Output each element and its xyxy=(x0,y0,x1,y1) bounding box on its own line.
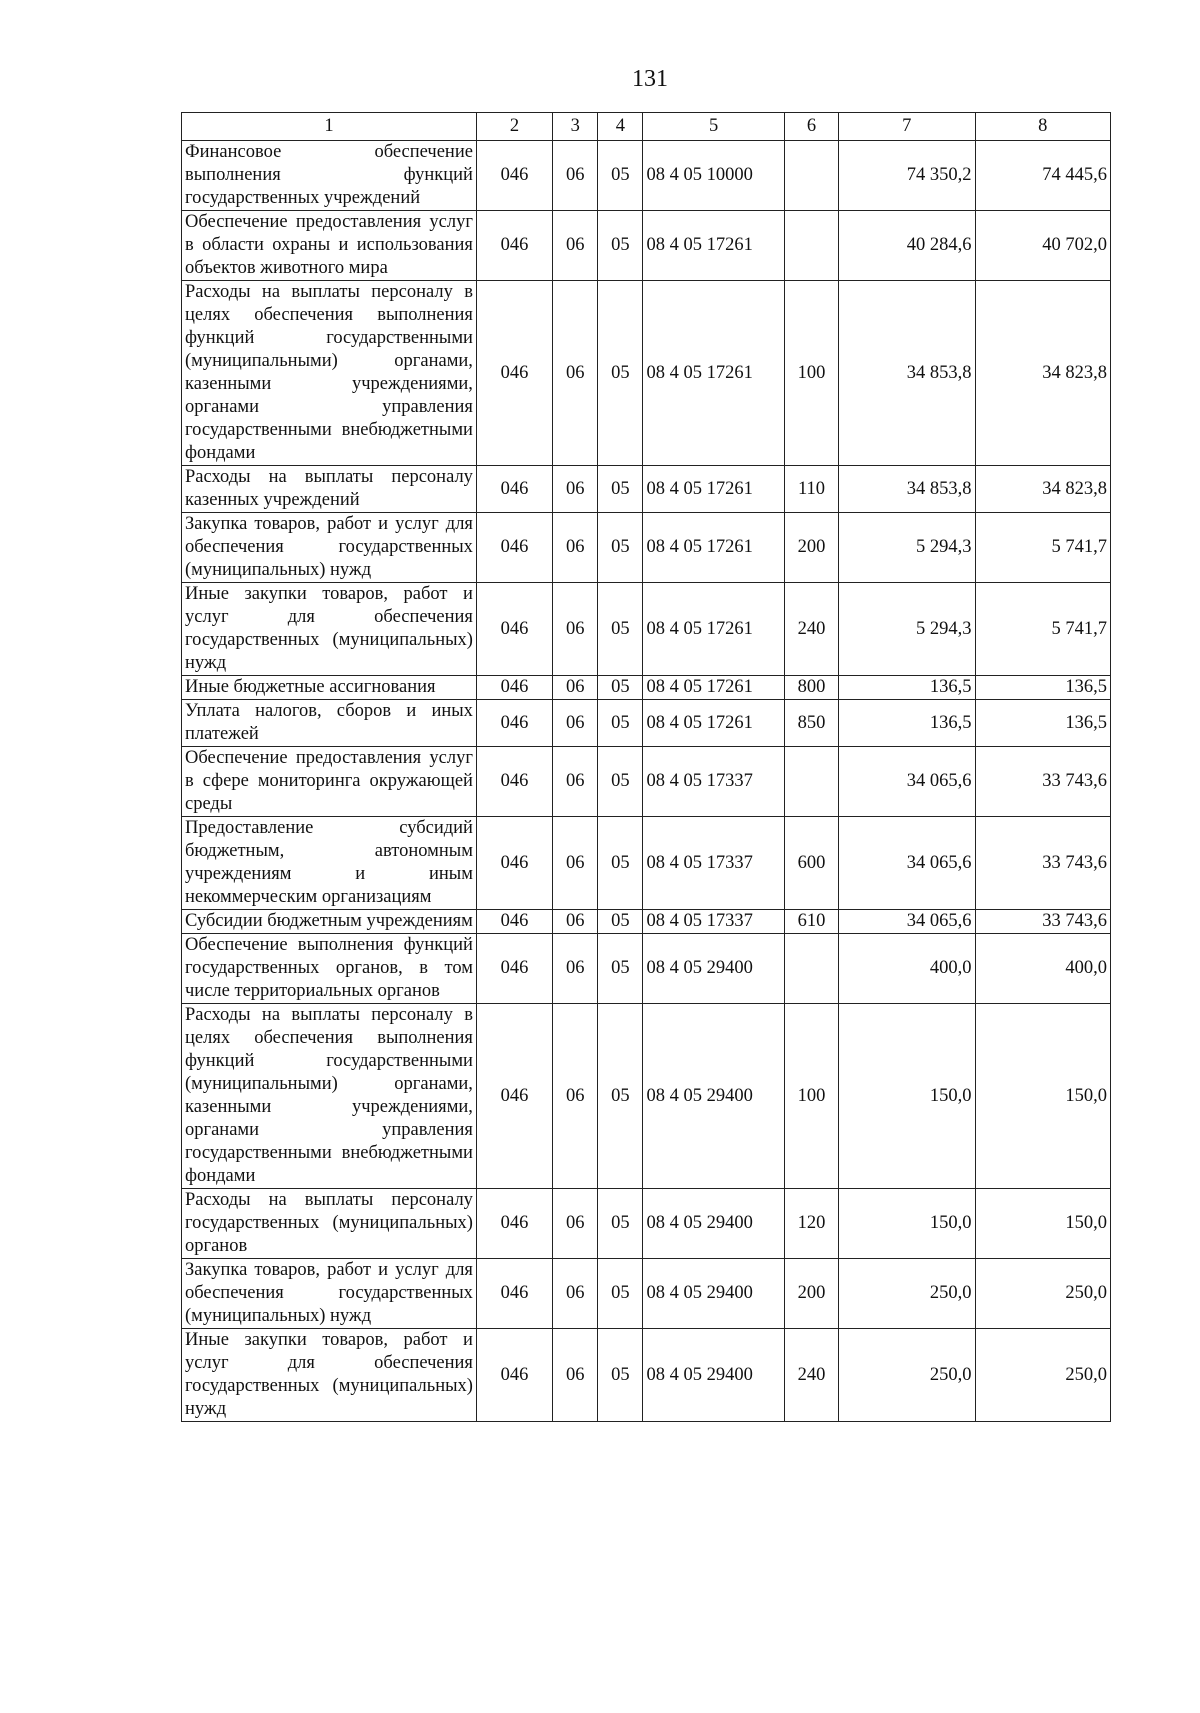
column-header-7: 7 xyxy=(839,113,975,141)
amount-col-8: 150,0 xyxy=(975,1004,1110,1189)
section-code: 06 xyxy=(553,211,598,281)
amount-col-7: 5 294,3 xyxy=(839,513,975,583)
amount-col-8: 74 445,6 xyxy=(975,141,1110,211)
table-row xyxy=(182,700,1111,747)
subsection-code: 05 xyxy=(598,513,643,583)
target-article-code: 08 4 05 29400 xyxy=(643,934,784,1004)
expense-type-code: 800 xyxy=(784,676,838,700)
section-code: 06 xyxy=(553,513,598,583)
table-row xyxy=(182,281,1111,466)
ministry-code: 046 xyxy=(476,910,552,934)
ministry-code: 046 xyxy=(476,676,552,700)
ministry-code: 046 xyxy=(476,1004,552,1189)
expense-type-code: 240 xyxy=(784,583,838,676)
expense-type-code: 200 xyxy=(784,1259,838,1329)
amount-col-7: 34 853,8 xyxy=(839,281,975,466)
target-article-code: 08 4 05 29400 xyxy=(643,1004,784,1189)
subsection-code: 05 xyxy=(598,1004,643,1189)
target-article-code: 08 4 05 17337 xyxy=(643,910,784,934)
table-row xyxy=(182,1329,1111,1422)
section-code: 06 xyxy=(553,466,598,513)
subsection-code: 05 xyxy=(598,583,643,676)
subsection-code: 05 xyxy=(598,141,643,211)
column-header-5: 5 xyxy=(643,113,784,141)
subsection-code: 05 xyxy=(598,1329,643,1422)
ministry-code: 046 xyxy=(476,583,552,676)
expense-type-code xyxy=(784,211,838,281)
amount-col-7: 400,0 xyxy=(839,934,975,1004)
table-row xyxy=(182,676,1111,700)
target-article-code: 08 4 05 17261 xyxy=(643,211,784,281)
section-code: 06 xyxy=(553,934,598,1004)
section-code: 06 xyxy=(553,141,598,211)
table-row xyxy=(182,817,1111,910)
amount-col-8: 34 823,8 xyxy=(975,281,1110,466)
table-row xyxy=(182,1004,1111,1189)
amount-col-8: 250,0 xyxy=(975,1329,1110,1422)
section-code: 06 xyxy=(553,817,598,910)
row-description: Закупка товаров, работ и услуг для обеспечения государственных (муниципальных) нужд xyxy=(182,1259,477,1329)
amount-col-8: 136,5 xyxy=(975,676,1110,700)
row-description: Предоставление субсидий бюджетным, автономным учреждениям и иным некоммерческим организациям xyxy=(182,817,477,910)
expense-type-code xyxy=(784,934,838,1004)
expense-type-code: 610 xyxy=(784,910,838,934)
row-description: Обеспечение предоставления услуг в области охраны и использования объектов животного мира xyxy=(182,211,477,281)
budget-table xyxy=(181,112,1111,1422)
ministry-code: 046 xyxy=(476,513,552,583)
table-row xyxy=(182,1189,1111,1259)
table-row xyxy=(182,513,1111,583)
ministry-code: 046 xyxy=(476,466,552,513)
subsection-code: 05 xyxy=(598,747,643,817)
target-article-code: 08 4 05 17261 xyxy=(643,513,784,583)
amount-col-7: 34 065,6 xyxy=(839,747,975,817)
section-code: 06 xyxy=(553,676,598,700)
amount-col-7: 136,5 xyxy=(839,676,975,700)
section-code: 06 xyxy=(553,281,598,466)
subsection-code: 05 xyxy=(598,466,643,513)
subsection-code: 05 xyxy=(598,910,643,934)
row-description: Расходы на выплаты персоналу в целях обеспечения выполнения функций государственными (муниципальными) органами, казенными учреждениями, органами управления государственными внебюджетными фондами xyxy=(182,281,477,466)
table-row xyxy=(182,910,1111,934)
subsection-code: 05 xyxy=(598,676,643,700)
expense-type-code: 600 xyxy=(784,817,838,910)
expense-type-code xyxy=(784,141,838,211)
subsection-code: 05 xyxy=(598,700,643,747)
table-row xyxy=(182,1259,1111,1329)
row-description: Субсидии бюджетным учреждениям xyxy=(182,910,477,934)
amount-col-8: 136,5 xyxy=(975,700,1110,747)
amount-col-7: 150,0 xyxy=(839,1004,975,1189)
subsection-code: 05 xyxy=(598,1259,643,1329)
ministry-code: 046 xyxy=(476,934,552,1004)
amount-col-8: 250,0 xyxy=(975,1259,1110,1329)
target-article-code: 08 4 05 17337 xyxy=(643,747,784,817)
column-header-6: 6 xyxy=(784,113,838,141)
ministry-code: 046 xyxy=(476,1329,552,1422)
subsection-code: 05 xyxy=(598,934,643,1004)
target-article-code: 08 4 05 17261 xyxy=(643,466,784,513)
amount-col-8: 150,0 xyxy=(975,1189,1110,1259)
ministry-code: 046 xyxy=(476,700,552,747)
column-header-1: 1 xyxy=(182,113,477,141)
row-description: Финансовое обеспечение выполнения функций государственных учреждений xyxy=(182,141,477,211)
section-code: 06 xyxy=(553,1189,598,1259)
table-row xyxy=(182,211,1111,281)
row-description: Расходы на выплаты персоналу казенных учреждений xyxy=(182,466,477,513)
expense-type-code: 200 xyxy=(784,513,838,583)
expense-type-code: 850 xyxy=(784,700,838,747)
expense-type-code: 100 xyxy=(784,281,838,466)
section-code: 06 xyxy=(553,1004,598,1189)
amount-col-7: 250,0 xyxy=(839,1259,975,1329)
amount-col-8: 34 823,8 xyxy=(975,466,1110,513)
row-description: Иные закупки товаров, работ и услуг для обеспечения государственных (муниципальных) нужд xyxy=(182,1329,477,1422)
amount-col-8: 5 741,7 xyxy=(975,583,1110,676)
target-article-code: 08 4 05 10000 xyxy=(643,141,784,211)
table-row xyxy=(182,747,1111,817)
subsection-code: 05 xyxy=(598,817,643,910)
column-header-2: 2 xyxy=(476,113,552,141)
ministry-code: 046 xyxy=(476,817,552,910)
header-row xyxy=(182,113,1111,141)
expense-type-code xyxy=(784,747,838,817)
amount-col-8: 33 743,6 xyxy=(975,910,1110,934)
table-row xyxy=(182,141,1111,211)
expense-type-code: 100 xyxy=(784,1004,838,1189)
amount-col-8: 33 743,6 xyxy=(975,747,1110,817)
section-code: 06 xyxy=(553,1259,598,1329)
target-article-code: 08 4 05 17261 xyxy=(643,583,784,676)
amount-col-7: 250,0 xyxy=(839,1329,975,1422)
amount-col-8: 5 741,7 xyxy=(975,513,1110,583)
ministry-code: 046 xyxy=(476,1259,552,1329)
subsection-code: 05 xyxy=(598,211,643,281)
row-description: Уплата налогов, сборов и иных платежей xyxy=(182,700,477,747)
target-article-code: 08 4 05 17261 xyxy=(643,281,784,466)
amount-col-7: 5 294,3 xyxy=(839,583,975,676)
row-description: Закупка товаров, работ и услуг для обеспечения государственных (муниципальных) нужд xyxy=(182,513,477,583)
amount-col-7: 150,0 xyxy=(839,1189,975,1259)
ministry-code: 046 xyxy=(476,211,552,281)
amount-col-8: 33 743,6 xyxy=(975,817,1110,910)
target-article-code: 08 4 05 29400 xyxy=(643,1189,784,1259)
row-description: Расходы на выплаты персоналу в целях обеспечения выполнения функций государственными (муниципальными) органами, казенными учреждениями, органами управления государственными внебюджетными фондами xyxy=(182,1004,477,1189)
expense-type-code: 240 xyxy=(784,1329,838,1422)
section-code: 06 xyxy=(553,583,598,676)
amount-col-7: 74 350,2 xyxy=(839,141,975,211)
section-code: 06 xyxy=(553,747,598,817)
column-header-3: 3 xyxy=(553,113,598,141)
amount-col-8: 400,0 xyxy=(975,934,1110,1004)
subsection-code: 05 xyxy=(598,281,643,466)
page-number: 131 xyxy=(632,66,668,92)
table-row xyxy=(182,466,1111,513)
row-description: Обеспечение выполнения функций государственных органов, в том числе территориальных органов xyxy=(182,934,477,1004)
table-row xyxy=(182,583,1111,676)
amount-col-7: 34 065,6 xyxy=(839,817,975,910)
section-code: 06 xyxy=(553,1329,598,1422)
subsection-code: 05 xyxy=(598,1189,643,1259)
column-header-4: 4 xyxy=(598,113,643,141)
target-article-code: 08 4 05 29400 xyxy=(643,1259,784,1329)
target-article-code: 08 4 05 17261 xyxy=(643,676,784,700)
amount-col-7: 34 853,8 xyxy=(839,466,975,513)
section-code: 06 xyxy=(553,910,598,934)
amount-col-7: 34 065,6 xyxy=(839,910,975,934)
ministry-code: 046 xyxy=(476,747,552,817)
target-article-code: 08 4 05 29400 xyxy=(643,1329,784,1422)
section-code: 06 xyxy=(553,700,598,747)
target-article-code: 08 4 05 17337 xyxy=(643,817,784,910)
row-description: Расходы на выплаты персоналу государственных (муниципальных) органов xyxy=(182,1189,477,1259)
ministry-code: 046 xyxy=(476,141,552,211)
expense-type-code: 110 xyxy=(784,466,838,513)
amount-col-7: 136,5 xyxy=(839,700,975,747)
amount-col-7: 40 284,6 xyxy=(839,211,975,281)
target-article-code: 08 4 05 17261 xyxy=(643,700,784,747)
ministry-code: 046 xyxy=(476,281,552,466)
column-header-8: 8 xyxy=(975,113,1110,141)
row-description: Иные закупки товаров, работ и услуг для обеспечения государственных (муниципальных) нужд xyxy=(182,583,477,676)
amount-col-8: 40 702,0 xyxy=(975,211,1110,281)
expense-type-code: 120 xyxy=(784,1189,838,1259)
row-description: Иные бюджетные ассигнования xyxy=(182,676,477,700)
table-body xyxy=(182,141,1111,1422)
table-row xyxy=(182,934,1111,1004)
table-header xyxy=(182,113,1111,141)
ministry-code: 046 xyxy=(476,1189,552,1259)
row-description: Обеспечение предоставления услуг в сфере мониторинга окружающей среды xyxy=(182,747,477,817)
